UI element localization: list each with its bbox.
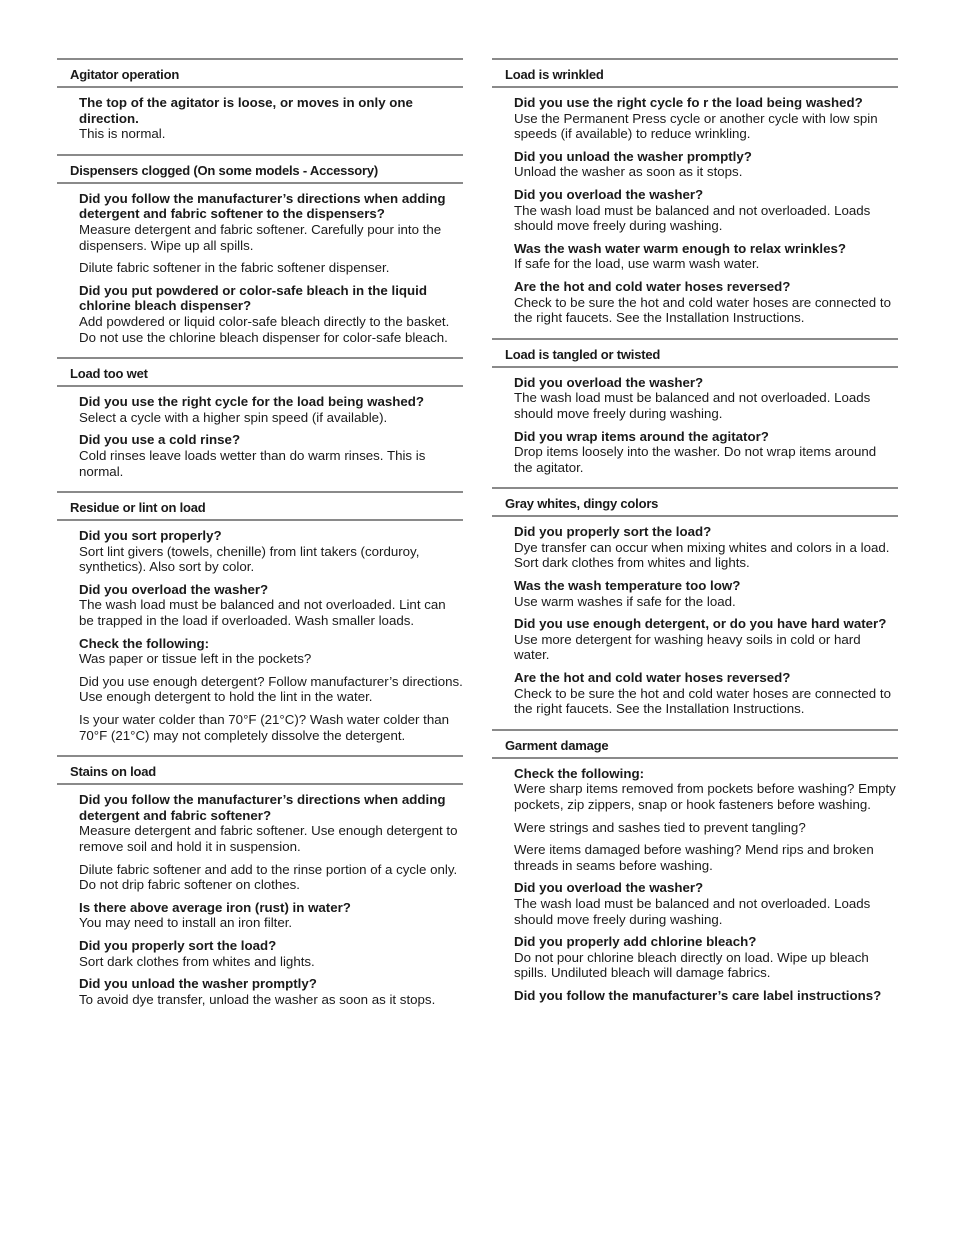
- troubleshoot-item: [79, 976, 463, 1007]
- answer: Use the Permanent Press cycle or another cycle with low spin speeds (if available) to reduce wrinkling.: [514, 110, 878, 142]
- answer: Select a cycle with a higher spin speed (if available).: [79, 409, 388, 425]
- question: Did you overload the washer?: [79, 581, 269, 597]
- question: Did you follow the manufacturer’s directions when adding detergent and fabric softener?: [79, 792, 446, 823]
- answer: Add powdered or liquid color-safe bleach directly to the basket. Do not use the chlorine bleach dispenser for color-safe bleach.: [79, 313, 450, 345]
- question: Was the wash water warm enough to relax wrinkles?: [514, 240, 847, 256]
- question: Was the wash temperature too low?: [514, 578, 741, 594]
- troubleshoot-item: [514, 578, 898, 609]
- section-body: [492, 517, 898, 717]
- troubleshoot-item: [514, 279, 898, 326]
- question: Check the following:: [514, 765, 645, 781]
- answer: Unload the washer as soon as it stops.: [514, 164, 743, 180]
- question: Did you put powdered or color-safe bleach in the liquid chlorine bleach dispenser?: [79, 282, 427, 314]
- answer: Were sharp items removed from pockets before washing? Empty pockets, zip zippers, snap or hook fasteners before washing.: [514, 781, 896, 812]
- troubleshoot-item: [514, 375, 898, 422]
- section-gray-whites-dingy-colors: [492, 487, 898, 717]
- question: Did you overload the washer?: [514, 186, 704, 202]
- troubleshoot-item: [79, 394, 463, 425]
- section-heading: Load too wet: [57, 357, 463, 387]
- section-heading: Gray whites, dingy colors: [492, 487, 898, 517]
- section-body: [492, 368, 898, 476]
- section-load-too-wet: [57, 357, 463, 479]
- answer: The wash load must be balanced and not overloaded. Loads should move freely during washing.: [514, 390, 871, 421]
- question: Did you use the right cycle for the load being washed?: [79, 394, 425, 410]
- troubleshoot-item: [79, 674, 463, 705]
- section-body: [57, 521, 463, 743]
- answer: Sort dark clothes from whites and lights.: [79, 953, 315, 969]
- section-heading: Agitator operation: [57, 58, 463, 88]
- troubleshoot-item: [514, 988, 898, 1004]
- question: Did you properly sort the load?: [514, 524, 712, 540]
- answer: Measure detergent and fabric softener. Use enough detergent to remove soil and hold it in suspension.: [79, 823, 458, 854]
- troubleshoot-item: [514, 187, 898, 234]
- troubleshoot-item: [514, 820, 898, 836]
- section-body: [57, 88, 463, 142]
- answer: Use more detergent for washing heavy soils in cold or hard water.: [514, 631, 861, 663]
- troubleshoot-item: [79, 432, 463, 479]
- section-body: [57, 184, 463, 345]
- answer: Dye transfer can occur when mixing whites and colors in a load. Sort dark clothes from whites and lights.: [514, 539, 890, 571]
- troubleshoot-item: [79, 938, 463, 969]
- section-heading: Dispensers clogged (On some models - Accessory): [57, 154, 463, 184]
- question: Did you properly sort the load?: [79, 937, 277, 953]
- section-garment-damage: [492, 729, 898, 1004]
- answer: Measure detergent and fabric softener. Carefully pour into the dispensers. Wipe up all spills.: [79, 221, 442, 253]
- section-heading: Stains on load: [57, 755, 463, 785]
- troubleshoot-item: [514, 842, 898, 873]
- troubleshoot-item: [79, 582, 463, 629]
- troubleshoot-item: [79, 862, 463, 893]
- section-residue-or-lint-on-load: [57, 491, 463, 743]
- section-heading: Garment damage: [492, 729, 898, 759]
- troubleshoot-item: [79, 191, 463, 253]
- section-body: [492, 759, 898, 1004]
- answer: Drop items loosely into the washer. Do not wrap items around the agitator.: [514, 444, 877, 475]
- troubleshoot-item: [514, 241, 898, 272]
- section-load-is-tangled-or-twisted: [492, 338, 898, 476]
- troubleshoot-item: [514, 149, 898, 180]
- question: Did you sort properly?: [79, 528, 222, 544]
- question: Are the hot and cold water hoses reversed?: [514, 670, 791, 686]
- section-heading: Residue or lint on load: [57, 491, 463, 521]
- question: Is there above average iron (rust) in water?: [79, 899, 351, 915]
- question: Did you unload the washer promptly?: [514, 148, 752, 164]
- troubleshoot-item: [514, 616, 898, 663]
- question: The top of the agitator is loose, or moves in only one direction.: [79, 95, 413, 126]
- paragraph: Were items damaged before washing? Mend rips and broken threads in seams before washing.: [514, 842, 874, 873]
- question: Did you unload the washer promptly?: [79, 976, 317, 992]
- answer: Check to be sure the hot and cold water hoses are connected to the right faucets. See the Installation Instructions.: [514, 685, 891, 717]
- answer: The wash load must be balanced and not overloaded. Loads should move freely during washing.: [514, 895, 871, 927]
- troubleshoot-item: [79, 636, 463, 667]
- troubleshoot-item: [514, 524, 898, 571]
- troubleshoot-item: [514, 880, 898, 927]
- right-column: [492, 58, 898, 1016]
- question: Did you overload the washer?: [514, 374, 704, 390]
- paragraph: Dilute fabric softener and add to the rinse portion of a cycle only. Do not drip fabric softener on clothes.: [79, 861, 458, 893]
- section-heading: Load is wrinkled: [492, 58, 898, 88]
- troubleshoot-item: [514, 934, 898, 981]
- section-body: [57, 387, 463, 479]
- troubleshoot-item: [79, 260, 463, 276]
- troubleshoot-item: [79, 528, 463, 575]
- answer: You may need to install an iron filter.: [79, 915, 293, 931]
- section-body: [57, 785, 463, 1007]
- answer: Was paper or tissue left in the pockets?: [79, 651, 312, 667]
- troubleshoot-item: [79, 712, 463, 743]
- answer: This is normal.: [79, 126, 166, 142]
- paragraph: Is your water colder than 70°F (21°C)? Wash water colder than 70°F (21°C) may not completely dissolve the detergent.: [79, 712, 450, 743]
- question: Did you follow the manufacturer’s directions when adding detergent and fabric softener to the dispensers?: [79, 190, 446, 222]
- paragraph: Were strings and sashes tied to prevent tangling?: [514, 819, 806, 835]
- answer: If safe for the load, use warm wash water.: [514, 256, 760, 272]
- troubleshoot-item: [514, 670, 898, 717]
- troubleshoot-item: [79, 95, 463, 142]
- troubleshoot-item: [514, 429, 898, 476]
- answer: Use warm washes if safe for the load.: [514, 593, 736, 609]
- question: Check the following:: [79, 635, 210, 651]
- question: Did you follow the manufacturer’s care label instructions?: [514, 987, 882, 1003]
- answer: The wash load must be balanced and not overloaded. Loads should move freely during washing.: [514, 202, 871, 234]
- answer: Do not pour chlorine bleach directly on load. Wipe up bleach spills. Undiluted bleach will damage fabrics.: [514, 949, 869, 981]
- section-body: [492, 88, 898, 326]
- question: Did you use enough detergent, or do you have hard water?: [514, 616, 887, 632]
- answer: The wash load must be balanced and not overloaded. Lint can be trapped in the load if overloaded. Wash smaller loads.: [79, 597, 446, 629]
- answer: Check to be sure the hot and cold water hoses are connected to the right faucets. See the Installation Instructions.: [514, 294, 891, 326]
- section-heading: Load is tangled or twisted: [492, 338, 898, 368]
- question: Did you properly add chlorine bleach?: [514, 934, 757, 950]
- section-agitator-operation: [57, 58, 463, 142]
- troubleshoot-item: [514, 95, 898, 142]
- section-stains-on-load: [57, 755, 463, 1007]
- troubleshoot-item: [79, 283, 463, 345]
- question: Did you overload the washer?: [514, 880, 704, 896]
- troubleshoot-item: [514, 766, 898, 813]
- left-column: [57, 58, 463, 1019]
- question: Are the hot and cold water hoses reversed?: [514, 278, 791, 294]
- paragraph: Dilute fabric softener in the fabric softener dispenser.: [79, 260, 390, 276]
- section-dispensers-clogged-on-some-models-accessory: [57, 154, 463, 345]
- question: Did you use a cold rinse?: [79, 432, 241, 448]
- answer: Sort lint givers (towels, chenille) from lint takers (corduroy, synthetics). Also sort by color.: [79, 543, 420, 575]
- answer: Cold rinses leave loads wetter than do warm rinses. This is normal.: [79, 447, 426, 479]
- question: Did you use the right cycle fo r the load being washed?: [514, 95, 863, 110]
- section-load-is-wrinkled: [492, 58, 898, 326]
- troubleshoot-item: [79, 900, 463, 931]
- question: Did you wrap items around the agitator?: [514, 428, 769, 444]
- answer: To avoid dye transfer, unload the washer as soon as it stops.: [79, 991, 436, 1007]
- paragraph: Did you use enough detergent? Follow manufacturer’s directions. Use enough detergent to hold the lint in the water.: [79, 673, 463, 705]
- troubleshoot-item: [79, 792, 463, 854]
